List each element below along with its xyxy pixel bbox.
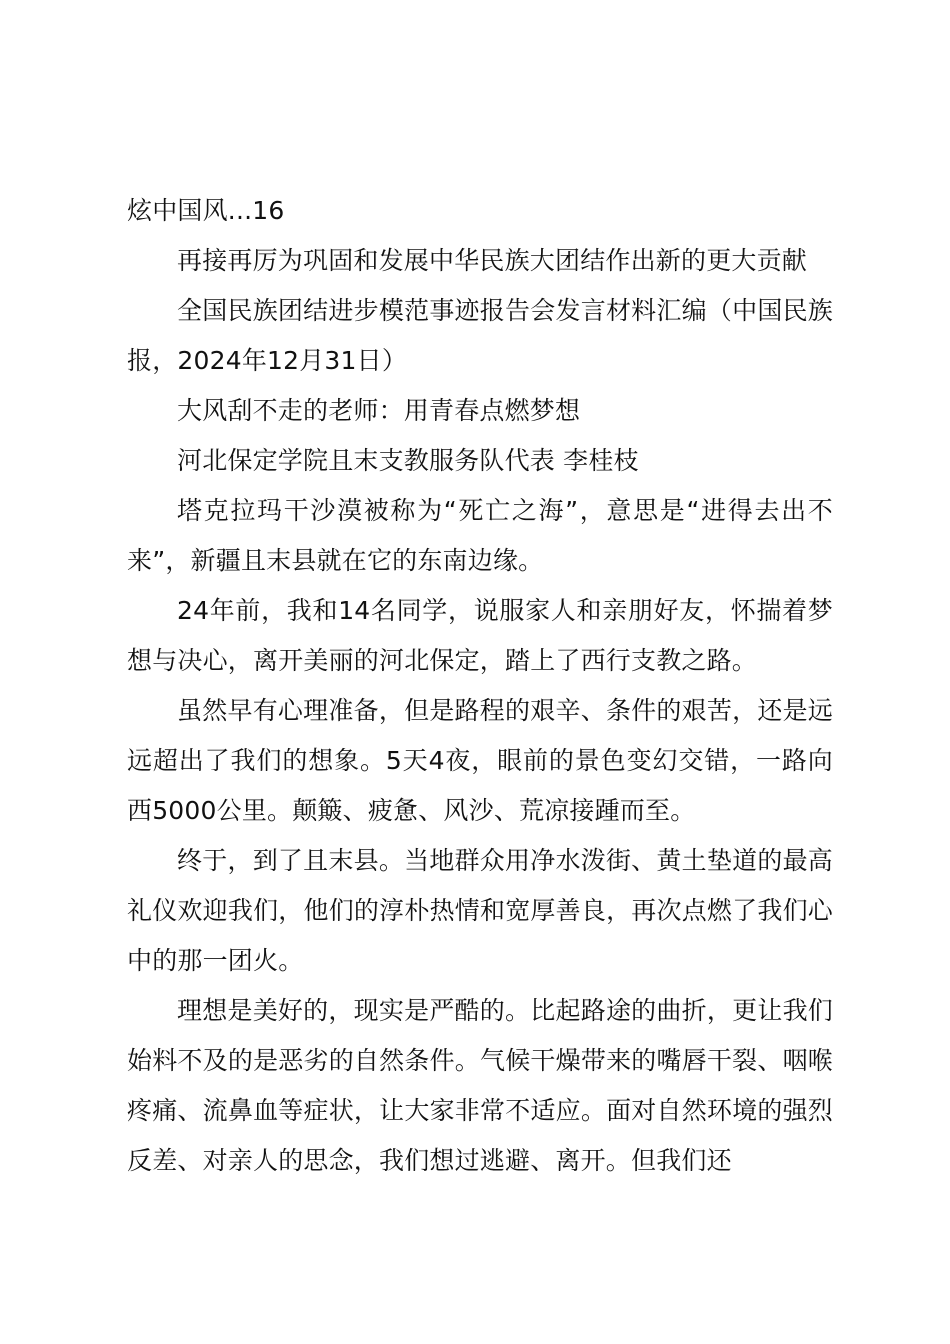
paragraph-collection-title: 全国民族团结进步模范事迹报告会发言材料汇编（中国民族报，2024年12月31日）	[127, 296, 833, 375]
paragraph-body: 虽然早有心理准备，但是路程的艰辛、条件的艰苦，还是远远超出了我们的想象。5天4夜，眼前的景色变幻交错，一路向西5000公里。颠簸、疲惫、风沙、荒凉接踵而至。	[127, 696, 833, 825]
paragraph-body: 24年前，我和14名同学，说服家人和亲朋好友，怀揣着梦想与决心，离开美丽的河北保定，踏上了西行支教之路。	[127, 596, 833, 675]
paragraph-body: 终于，到了且末县。当地群众用净水泼街、黄土垫道的最高礼仪欢迎我们，他们的淳朴热情和宽厚善良，再次点燃了我们心中的那一团火。	[127, 846, 833, 975]
document-body	[127, 186, 833, 1186]
paragraph-body: 理想是美好的，现实是严酷的。比起路途的曲折，更让我们始料不及的是恶劣的自然条件。气候干燥带来的嘴唇干裂、咽喉疼痛、流鼻血等症状，让大家非常不适应。面对自然环境的强烈反差、对亲人的思念，我们想过逃避、离开。但我们还	[127, 996, 833, 1175]
paragraph-speaker: 河北保定学院且末支教服务队代表 李桂枝	[177, 446, 639, 475]
paragraph-toc-fragment: 炫中国风...16	[127, 196, 285, 225]
paragraph-body: 塔克拉玛干沙漠被称为“死亡之海”，意思是“进得去出不来”，新疆且末县就在它的东南边缘。	[127, 496, 833, 575]
paragraph-headline: 再接再厉为巩固和发展中华民族大团结作出新的更大贡献	[177, 246, 808, 275]
paragraph-speech-title: 大风刮不走的老师：用青春点燃梦想	[177, 396, 581, 425]
